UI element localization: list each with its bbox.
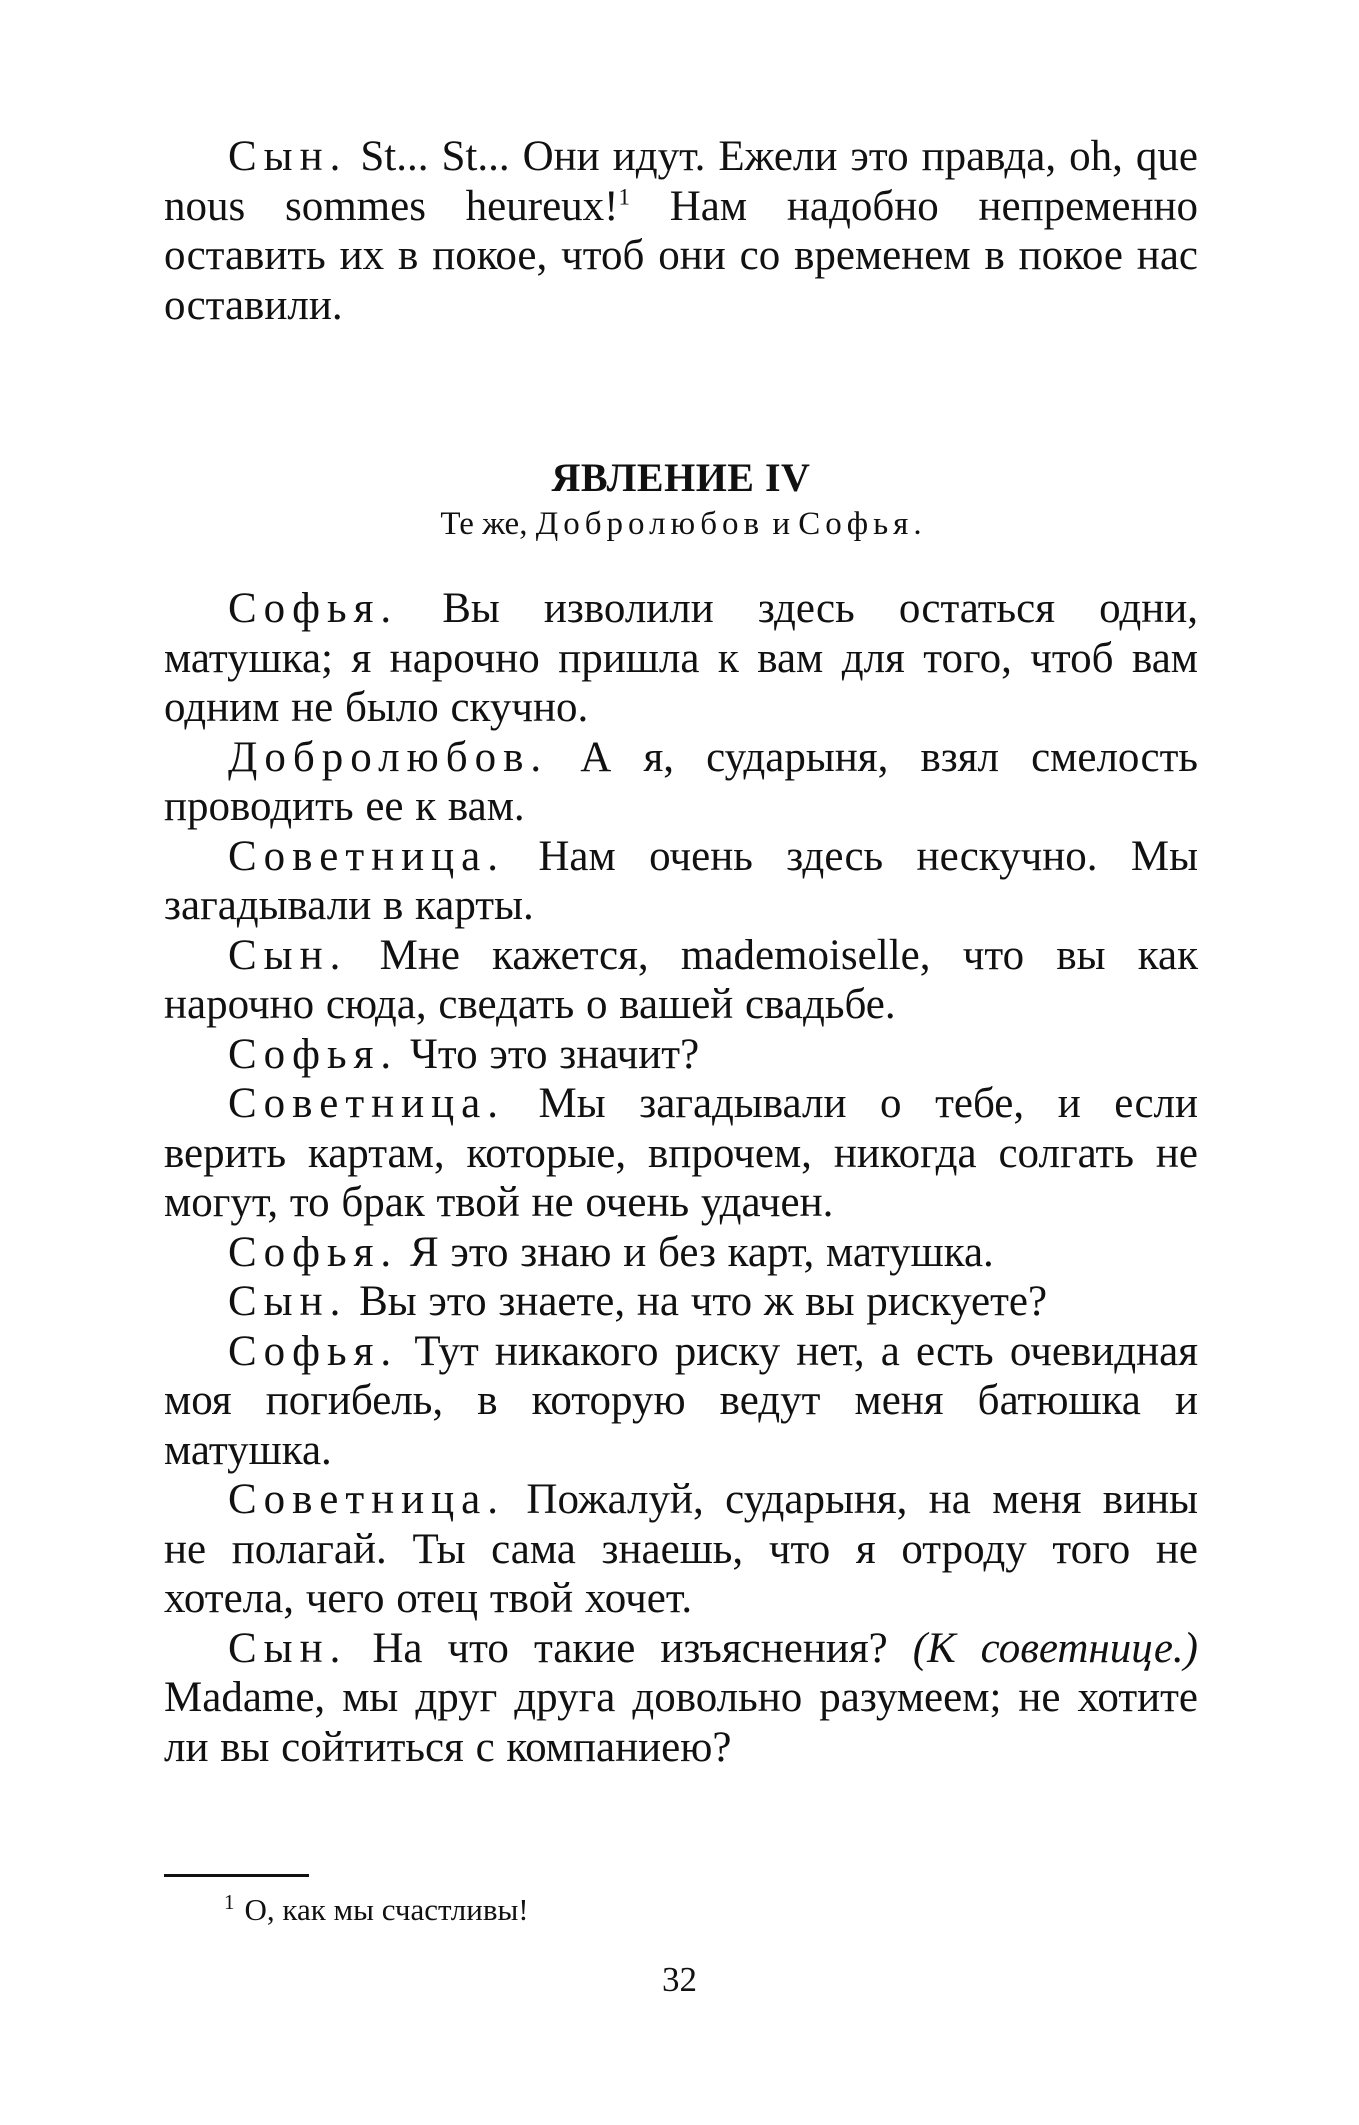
dialogue-paragraph bbox=[164, 832, 1198, 931]
speaker-name: Советница. bbox=[228, 832, 505, 880]
section-gap bbox=[164, 546, 1198, 584]
speech-text: Мне кажется, mademoiselle, что вы как нарочно сюда, сведать о вашей свадьбе. bbox=[164, 931, 1198, 1028]
footnote-divider bbox=[164, 1874, 309, 1877]
section-gap bbox=[164, 330, 1198, 454]
speech-text: Madame, мы друг друга довольно разумеем; не хотите ли вы сойтиться с компаниею? bbox=[164, 1674, 1198, 1771]
speaker-name: Сын. bbox=[228, 1624, 348, 1672]
stage-direction: (К советнице.) bbox=[912, 1624, 1198, 1672]
dialogue-paragraph bbox=[164, 1327, 1198, 1476]
cast-conjunction: и bbox=[764, 506, 799, 542]
dialogue-paragraph bbox=[164, 132, 1198, 330]
speaker-name: Сын. bbox=[228, 931, 348, 979]
cast-name: Добролюбов bbox=[535, 506, 765, 542]
speech-text: Пожалуй, сударыня, на меня вины не полагай. Ты сама знаешь, что я отроду того не хотела, чего отец твой хочет. bbox=[164, 1476, 1198, 1622]
dialogue-paragraph bbox=[164, 1079, 1198, 1228]
speaker-name: Сын. bbox=[228, 1278, 348, 1325]
page-number: 32 bbox=[662, 1960, 697, 1999]
speaker-name: Софья. bbox=[228, 1327, 399, 1375]
dialogue-paragraph bbox=[164, 1277, 1198, 1327]
speech-text: Мы загадывали о тебе, и если верить картам, которые, впрочем, никогда солгать не могут, то брак твой не очень удачен. bbox=[164, 1080, 1198, 1226]
speech-text: Нам очень здесь нескучно. Мы загадывали в карты. bbox=[164, 832, 1198, 929]
speech-text: St... St... Они идут. Ежели это правда, oh, que nous sommes heureux! bbox=[164, 133, 1198, 230]
speaker-name: Советница. bbox=[228, 1080, 505, 1127]
dialogue-paragraph bbox=[164, 1228, 1198, 1278]
dialogue-paragraph bbox=[164, 1475, 1198, 1624]
dialogue-paragraph bbox=[164, 584, 1198, 733]
speech-text: А я, сударыня, взял смелость проводить ее к вам. bbox=[164, 733, 1198, 830]
footnote bbox=[224, 1890, 529, 1930]
scene-cast bbox=[164, 502, 1198, 546]
page-body bbox=[164, 132, 1198, 1772]
footnote-text: О, как мы счастливы! bbox=[244, 1892, 529, 1927]
speech-text: Я это знаю и без карт, матушка. bbox=[398, 1228, 994, 1276]
speaker-name: Софья. bbox=[228, 585, 399, 632]
footnote-reference: 1 bbox=[618, 184, 630, 210]
cast-suffix: . bbox=[913, 506, 922, 542]
speech-text: Тут никакого риску нет, а есть очевидная моя погибель, в которую ведут меня батюшка и матушка. bbox=[164, 1327, 1198, 1474]
speech-text: Нам надобно непременно оставить их в покое, чтоб они со временем в покое нас оставили. bbox=[164, 182, 1198, 329]
speech-text: Что это значит? bbox=[398, 1030, 700, 1078]
dialogue-paragraph bbox=[164, 1624, 1198, 1773]
dialogue-paragraph bbox=[164, 1030, 1198, 1080]
cast-prefix: Те же, bbox=[440, 506, 536, 542]
speaker-name: Советница. bbox=[228, 1476, 505, 1523]
speech-text: На что такие изъяснения? bbox=[347, 1624, 913, 1672]
cast-name: Софья bbox=[798, 506, 914, 542]
speaker-name: Софья. bbox=[228, 1030, 399, 1078]
speaker-name: Сын. bbox=[228, 133, 348, 180]
dialogue-paragraph bbox=[164, 733, 1198, 832]
speaker-name: Добролюбов. bbox=[228, 733, 549, 781]
footnote-mark: 1 bbox=[224, 1889, 235, 1914]
dialogue-paragraph bbox=[164, 931, 1198, 1030]
speech-text: Вы это знаете, на что ж вы рискуете? bbox=[347, 1278, 1048, 1325]
speech-text: Вы изволили здесь остаться одни, матушка; я нарочно пришла к вам для того, чтоб вам одним не было скучно. bbox=[164, 585, 1198, 731]
scene-title: ЯВЛЕНИЕ IV bbox=[551, 455, 811, 500]
speaker-name: Софья. bbox=[228, 1228, 399, 1276]
